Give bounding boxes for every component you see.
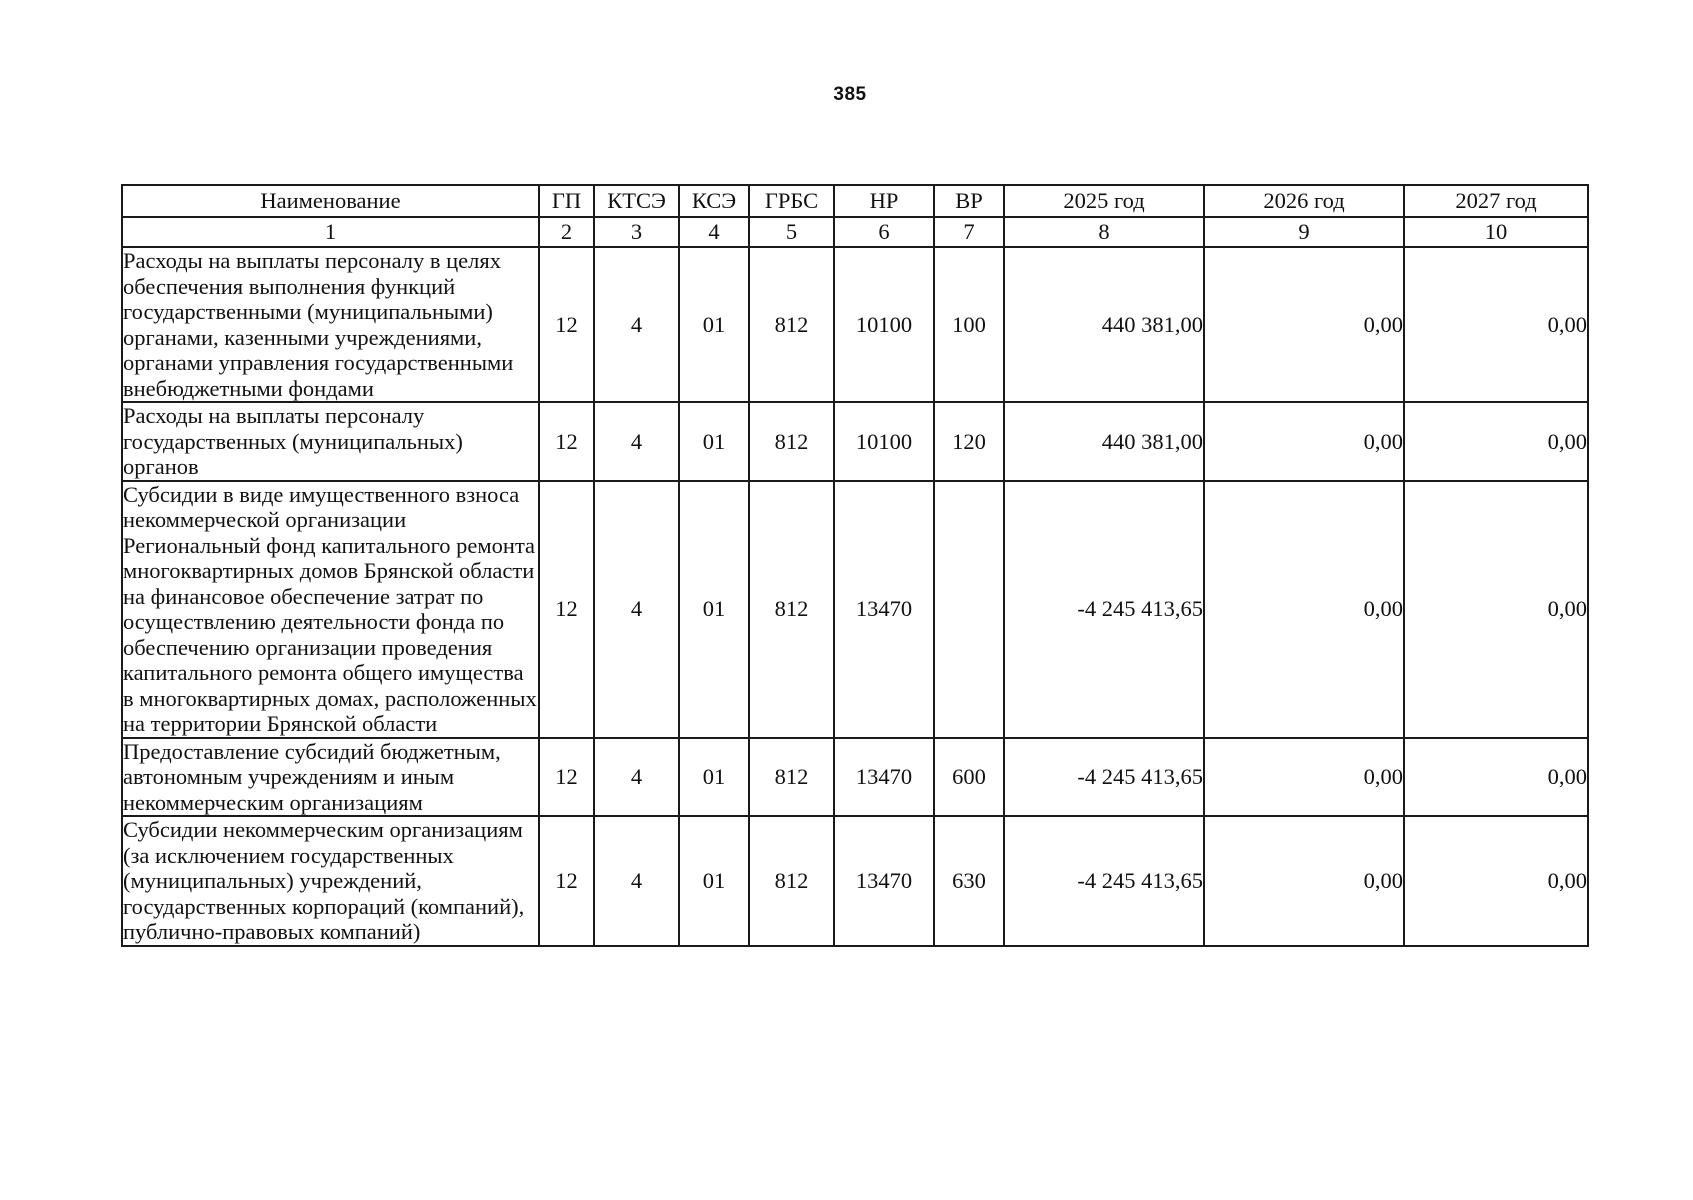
column-number: 7 bbox=[934, 217, 1004, 247]
cell-grbs: 812 bbox=[749, 738, 834, 817]
cell-2027: 0,00 bbox=[1404, 738, 1588, 817]
cell-2025: -4 245 413,65 bbox=[1004, 738, 1204, 817]
cell-ktse: 4 bbox=[594, 481, 679, 738]
cell-2027: 0,00 bbox=[1404, 481, 1588, 738]
cell-gp: 12 bbox=[539, 738, 594, 817]
row-name: Предоставление субсидий бюджетным, автономным учреждениям и иным некоммерческим организациям bbox=[122, 738, 539, 817]
header-2027: 2027 год bbox=[1404, 185, 1588, 217]
cell-2026: 0,00 bbox=[1204, 738, 1404, 817]
cell-gp: 12 bbox=[539, 816, 594, 946]
column-number: 9 bbox=[1204, 217, 1404, 247]
cell-2027: 0,00 bbox=[1404, 247, 1588, 402]
cell-2025: -4 245 413,65 bbox=[1004, 481, 1204, 738]
header-grbs: ГРБС bbox=[749, 185, 834, 217]
cell-gp: 12 bbox=[539, 481, 594, 738]
cell-grbs: 812 bbox=[749, 816, 834, 946]
cell-2027: 0,00 bbox=[1404, 816, 1588, 946]
cell-2025: -4 245 413,65 bbox=[1004, 816, 1204, 946]
header-2025: 2025 год bbox=[1004, 185, 1204, 217]
cell-ktse: 4 bbox=[594, 738, 679, 817]
cell-grbs: 812 bbox=[749, 247, 834, 402]
row-name: Расходы на выплаты персоналу в целях обеспечения выполнения функций государственными (муниципальными) органами, казенными учреждениями, органами управления государственными внебюджетными фондами bbox=[122, 247, 539, 402]
header-2026: 2026 год bbox=[1204, 185, 1404, 217]
row-name: Субсидии в виде имущественного взноса некоммерческой организации Региональный фонд капитального ремонта многоквартирных домов Брянской области на финансовое обеспечение затрат по осуществлению деятельности фонда по обеспечению организации проведения капитального ремонта общего имущества в многоквартирных домах, расположенных на территории Брянской области bbox=[122, 481, 539, 738]
page-number: 385 bbox=[833, 84, 867, 105]
cell-kse: 01 bbox=[679, 402, 749, 481]
cell-kse: 01 bbox=[679, 481, 749, 738]
header-nr: НР bbox=[834, 185, 934, 217]
cell-gp: 12 bbox=[539, 247, 594, 402]
column-number: 3 bbox=[594, 217, 679, 247]
header-vr: ВР bbox=[934, 185, 1004, 217]
header-row bbox=[122, 185, 1588, 217]
cell-nr: 10100 bbox=[834, 247, 934, 402]
header-kse: КСЭ bbox=[679, 185, 749, 217]
cell-nr: 10100 bbox=[834, 402, 934, 481]
cell-2025: 440 381,00 bbox=[1004, 247, 1204, 402]
cell-vr: 100 bbox=[934, 247, 1004, 402]
column-number: 6 bbox=[834, 217, 934, 247]
cell-grbs: 812 bbox=[749, 402, 834, 481]
column-number: 2 bbox=[539, 217, 594, 247]
column-number-row bbox=[122, 217, 1588, 247]
cell-ktse: 4 bbox=[594, 247, 679, 402]
column-number: 8 bbox=[1004, 217, 1204, 247]
table-row bbox=[122, 247, 1588, 402]
column-number: 4 bbox=[679, 217, 749, 247]
cell-nr: 13470 bbox=[834, 481, 934, 738]
table-row bbox=[122, 816, 1588, 946]
cell-2026: 0,00 bbox=[1204, 816, 1404, 946]
column-number: 5 bbox=[749, 217, 834, 247]
budget-table bbox=[121, 184, 1589, 947]
cell-vr: 600 bbox=[934, 738, 1004, 817]
table-row bbox=[122, 402, 1588, 481]
cell-kse: 01 bbox=[679, 738, 749, 817]
cell-2026: 0,00 bbox=[1204, 247, 1404, 402]
cell-vr: 120 bbox=[934, 402, 1004, 481]
table-row bbox=[122, 481, 1588, 738]
column-number: 1 bbox=[122, 217, 539, 247]
table-row bbox=[122, 738, 1588, 817]
cell-kse: 01 bbox=[679, 816, 749, 946]
cell-kse: 01 bbox=[679, 247, 749, 402]
cell-ktse: 4 bbox=[594, 816, 679, 946]
header-name: Наименование bbox=[122, 185, 539, 217]
column-number: 10 bbox=[1404, 217, 1588, 247]
cell-vr bbox=[934, 481, 1004, 738]
cell-2025: 440 381,00 bbox=[1004, 402, 1204, 481]
cell-vr: 630 bbox=[934, 816, 1004, 946]
header-gp: ГП bbox=[539, 185, 594, 217]
cell-gp: 12 bbox=[539, 402, 594, 481]
cell-2026: 0,00 bbox=[1204, 402, 1404, 481]
header-ktse: КТСЭ bbox=[594, 185, 679, 217]
row-name: Расходы на выплаты персоналу государственных (муниципальных) органов bbox=[122, 402, 539, 481]
cell-grbs: 812 bbox=[749, 481, 834, 738]
cell-nr: 13470 bbox=[834, 816, 934, 946]
cell-2026: 0,00 bbox=[1204, 481, 1404, 738]
cell-nr: 13470 bbox=[834, 738, 934, 817]
row-name: Субсидии некоммерческим организациям (за исключением государственных (муниципальных) учреждений, государственных корпораций (компаний), публично-правовых компаний) bbox=[122, 816, 539, 946]
cell-2027: 0,00 bbox=[1404, 402, 1588, 481]
cell-ktse: 4 bbox=[594, 402, 679, 481]
